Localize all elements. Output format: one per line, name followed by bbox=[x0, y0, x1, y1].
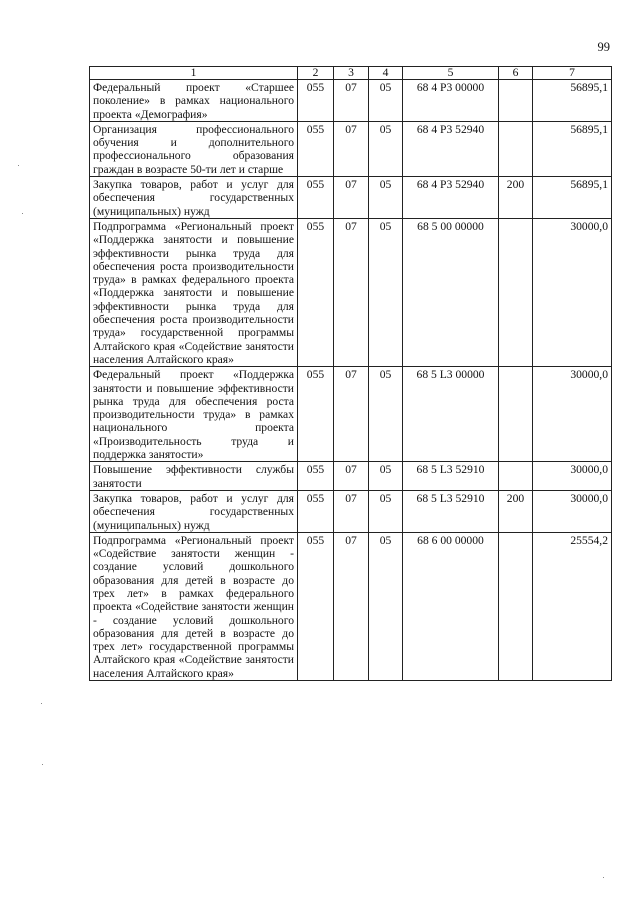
row-target-article: 68 5 L3 52910 bbox=[403, 490, 499, 532]
row-amount: 56895,1 bbox=[533, 80, 612, 122]
row-name: Федеральный проект «Поддержка занятости и повышение эффективности рынка труда для обеспечения роста производительности труда» в рамках национального проекта «Производительность труда и поддержка занятости» bbox=[90, 367, 298, 462]
table-row bbox=[90, 367, 612, 462]
column-header-section: 3 bbox=[334, 67, 369, 80]
row-subsection: 05 bbox=[369, 462, 403, 491]
row-name: Подпрограмма «Региональный проект «Поддержка занятости и повышение эффективности рынка труда для обеспечения роста производительности труда» в рамках федерального проекта «Поддержка занятости и повышение эффективности рынка труда для обеспечения роста производительности труда» государственной программы Алтайского края «Содействие занятости населения Алтайского края» bbox=[90, 218, 298, 366]
row-expense-type bbox=[499, 462, 533, 491]
row-section: 07 bbox=[334, 367, 369, 462]
table-row bbox=[90, 490, 612, 532]
row-section: 07 bbox=[334, 490, 369, 532]
row-name: Организация профессионального обучения и дополнительного профессионального образования граждан в возрасте 50-ти лет и старше bbox=[90, 121, 298, 176]
table-row bbox=[90, 80, 612, 122]
row-expense-type bbox=[499, 121, 533, 176]
table-row bbox=[90, 532, 612, 680]
row-name: Повышение эффективности службы занятости bbox=[90, 462, 298, 491]
row-grbs: 055 bbox=[298, 367, 334, 462]
row-grbs: 055 bbox=[298, 121, 334, 176]
column-header-name: 1 bbox=[90, 67, 298, 80]
row-target-article: 68 4 P3 52940 bbox=[403, 177, 499, 219]
row-subsection: 05 bbox=[369, 367, 403, 462]
row-amount: 30000,0 bbox=[533, 367, 612, 462]
table-row bbox=[90, 177, 612, 219]
row-grbs: 055 bbox=[298, 490, 334, 532]
row-target-article: 68 5 L3 00000 bbox=[403, 367, 499, 462]
row-amount: 56895,1 bbox=[533, 121, 612, 176]
budget-table bbox=[89, 66, 612, 681]
row-expense-type bbox=[499, 532, 533, 680]
column-header-amount: 7 bbox=[533, 67, 612, 80]
row-expense-type bbox=[499, 367, 533, 462]
row-amount: 25554,2 bbox=[533, 532, 612, 680]
row-name: Закупка товаров, работ и услуг для обеспечения государственных (муниципальных) нужд bbox=[90, 177, 298, 219]
row-section: 07 bbox=[334, 532, 369, 680]
row-grbs: 055 bbox=[298, 218, 334, 366]
row-expense-type: 200 bbox=[499, 177, 533, 219]
row-subsection: 05 bbox=[369, 177, 403, 219]
row-name: Закупка товаров, работ и услуг для обеспечения государственных (муниципальных) нужд bbox=[90, 490, 298, 532]
row-target-article: 68 5 00 00000 bbox=[403, 218, 499, 366]
row-subsection: 05 bbox=[369, 490, 403, 532]
row-subsection: 05 bbox=[369, 121, 403, 176]
row-subsection: 05 bbox=[369, 532, 403, 680]
row-expense-type bbox=[499, 80, 533, 122]
row-target-article: 68 4 P3 00000 bbox=[403, 80, 499, 122]
page-number: 99 bbox=[597, 40, 610, 54]
scan-speck bbox=[603, 877, 604, 878]
scan-speck bbox=[41, 703, 42, 704]
row-section: 07 bbox=[334, 218, 369, 366]
column-header-grbs: 2 bbox=[298, 67, 334, 80]
column-header-subsection: 4 bbox=[369, 67, 403, 80]
row-grbs: 055 bbox=[298, 532, 334, 680]
table-row bbox=[90, 121, 612, 176]
row-grbs: 055 bbox=[298, 462, 334, 491]
row-amount: 30000,0 bbox=[533, 462, 612, 491]
row-section: 07 bbox=[334, 462, 369, 491]
scan-speck bbox=[18, 165, 19, 166]
row-section: 07 bbox=[334, 80, 369, 122]
column-header-expense-type: 6 bbox=[499, 67, 533, 80]
table-row bbox=[90, 462, 612, 491]
header-row bbox=[90, 67, 612, 80]
row-name: Подпрограмма «Региональный проект «Содействие занятости женщин - создание условий дошкольного образования для детей в возрасте до трех лет» в рамках федерального проекта «Содействие занятости женщин - создание условий дошкольного образования для детей в возрасте до трех лет» государственной программы Алтайского края «Содействие занятости населения Алтайского края» bbox=[90, 532, 298, 680]
row-subsection: 05 bbox=[369, 218, 403, 366]
row-name: Федеральный проект «Старшее поколение» в рамках национального проекта «Демография» bbox=[90, 80, 298, 122]
row-section: 07 bbox=[334, 177, 369, 219]
row-amount: 30000,0 bbox=[533, 218, 612, 366]
row-target-article: 68 6 00 00000 bbox=[403, 532, 499, 680]
scan-speck bbox=[22, 213, 23, 214]
column-header-target-article: 5 bbox=[403, 67, 499, 80]
row-grbs: 055 bbox=[298, 80, 334, 122]
row-amount: 56895,1 bbox=[533, 177, 612, 219]
table-row bbox=[90, 218, 612, 366]
row-section: 07 bbox=[334, 121, 369, 176]
row-target-article: 68 5 L3 52910 bbox=[403, 462, 499, 491]
row-grbs: 055 bbox=[298, 177, 334, 219]
row-expense-type: 200 bbox=[499, 490, 533, 532]
scan-speck bbox=[42, 764, 43, 765]
row-target-article: 68 4 P3 52940 bbox=[403, 121, 499, 176]
row-subsection: 05 bbox=[369, 80, 403, 122]
row-amount: 30000,0 bbox=[533, 490, 612, 532]
row-expense-type bbox=[499, 218, 533, 366]
